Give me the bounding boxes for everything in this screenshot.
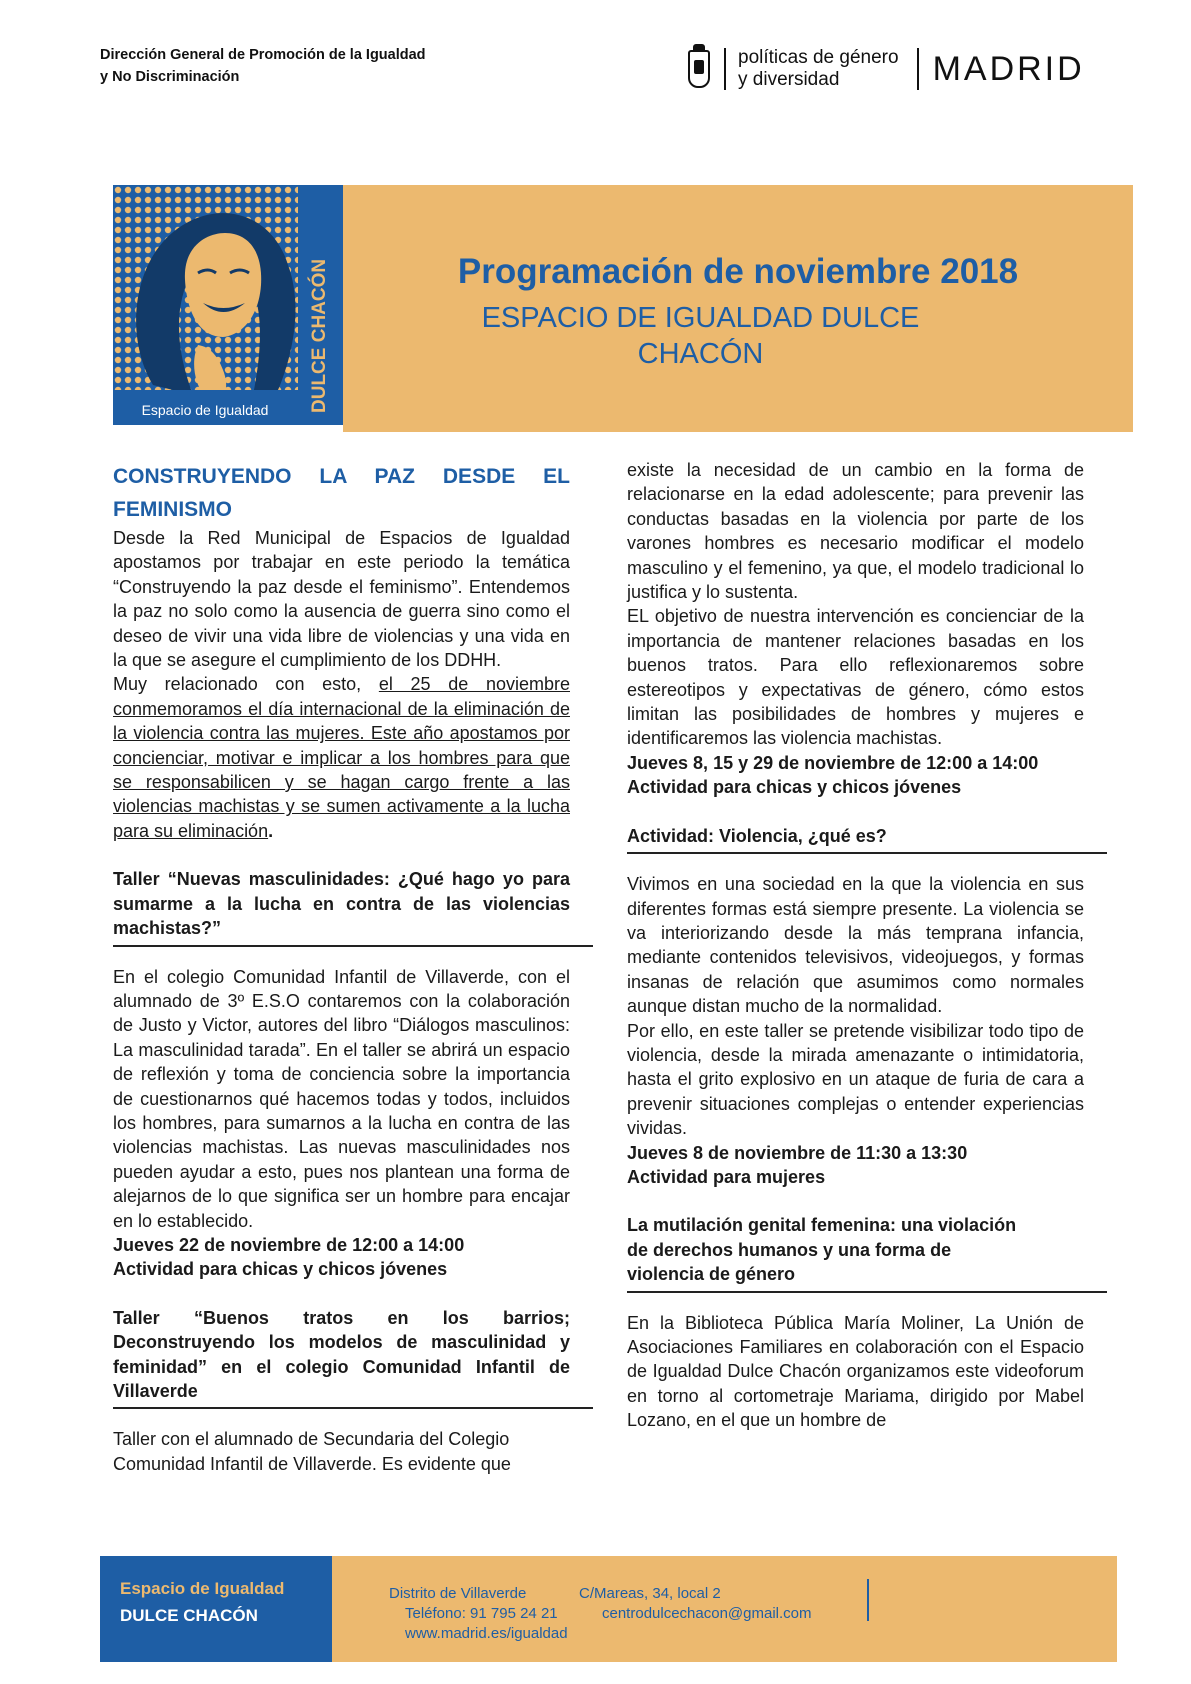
taller-1-audience: Actividad para chicas y chicos jóvenes (113, 1259, 448, 1280)
anniversary-underlined: el 25 de noviembre conmemoramos el día internacional de la eliminación de la violencia contra las mujeres. Este año apostamos por concienciar, motivar e implicar a los hombres para que se responsabilicen y se hagan cargo frente a las violencias machistas y se sumen activamente a la lucha para su eliminación (113, 674, 570, 841)
logo-divider (724, 48, 726, 90)
section-divider (113, 1407, 593, 1409)
organization-line-1: Dirección General de Promoción de la Igualdad (100, 47, 426, 63)
activity-1-date: Jueves 8, 15 y 29 de noviembre de 12:00 a 14:00 (627, 752, 1039, 773)
taller-2-body: Taller con el alumnado de Secundaria del Colegio Comunidad Infantil de Villaverde. Es evidente que (113, 1429, 511, 1474)
subtitle-line-1: ESPACIO DE IGUALDAD DULCE (481, 302, 920, 334)
logo-department (738, 47, 899, 91)
anniversary-end: . (268, 820, 274, 841)
taller-1-title: Taller “Nuevas masculinidades: ¿Qué hago yo para sumarme a la lucha en contra de las violencias machistas?” (113, 869, 570, 939)
madrid-logo (688, 46, 1085, 92)
section-heading-line-2: FEMINISMO (113, 498, 232, 521)
footer-name-line-2: DULCE CHACÓN (120, 1606, 258, 1625)
objective-paragraph: EL objetivo de nuestra intervención es concienciar de la importancia de mantener relaciones basadas en los buenos tratos. Para ello reflexionaremos sobre estereotipos y expectativas de género, cómo estos limitan las posibilidades de hombres y mujeres e identificaremos las violencia machistas. (627, 606, 1084, 749)
section-divider (627, 852, 1107, 854)
activity-3-title (627, 1213, 1084, 1286)
page-subtitle (343, 300, 1058, 372)
footer-district: Distrito de Villaverde (389, 1585, 527, 1602)
taller-2-title: Taller “Buenos tratos en los barrios; Deconstruyendo los modelos de masculinidad y feminidad” en el colegio Comunidad Infantil de Villaverde (113, 1307, 570, 1401)
footer-website-link[interactable]: www.madrid.es/igualdad (405, 1625, 568, 1642)
anniversary-paragraph (113, 672, 570, 843)
poster-caption: Espacio de Igualdad (141, 402, 269, 418)
footer-address: C/Mareas, 34, local 2 (579, 1585, 721, 1602)
activity-2-date: Jueves 8 de noviembre de 11:30 a 13:30 (627, 1142, 968, 1163)
intro-paragraph: Desde la Red Municipal de Espacios de Igualdad apostamos por trabajar en este periodo la temática “Construyendo la paz desde el feminismo”. Entendemos la paz no solo como la ausencia de guerra sino como el deseo de vivir una vida libre de violencias y una vida en la que se asegure el cumplimiento de los DDHH. (113, 528, 570, 671)
activity-3-title-line-3: violencia de género (627, 1264, 796, 1285)
subtitle-line-2: CHACÓN (637, 338, 764, 370)
logo-divider (917, 48, 919, 90)
activity-3-title-line-1: La mutilación genital femenina: una violación (627, 1215, 1017, 1236)
banner-poster (113, 185, 343, 425)
footer-name-line-1: Espacio de Igualdad (120, 1579, 285, 1598)
footer-phone: Teléfono: 91 795 24 21 (405, 1605, 558, 1622)
section-divider (113, 945, 593, 947)
activity-3-title-line-2: de derechos humanos y una forma de (627, 1239, 952, 1260)
activity-2-paragraph-1: Vivimos en una sociedad en la que la violencia en sus diferentes formas está siempre presente. La violencia se va interiorizando desde la más temprana infancia, mediante contenidos televisivos, videojuegos, y formas insanas de relación que asumimos como normales aunque distan mucho de la normalidad. (627, 874, 1084, 1017)
section-divider (627, 1291, 1107, 1293)
left-column (113, 460, 570, 1476)
taller-1-date: Jueves 22 de noviembre de 12:00 a 14:00 (113, 1234, 465, 1255)
footer-email[interactable]: centrodulcechacon@gmail.com (602, 1605, 812, 1622)
activity-3-body: En la Biblioteca Pública María Moliner, La Unión de Asociaciones Familiares en colaboración con el Espacio de Igualdad Dulce Chacón organizamos este videoforum en torno al cortometraje Mariama, dirigido por Mabel Lozano, en el que un hombre de (627, 1312, 1084, 1431)
activity-2-paragraph-2: Por ello, en este taller se pretende visibilizar todo tipo de violencia, desde la mirada amenazante o intimidatoria, hasta el grito explosivo en un ataque de furia de cara a prevenir situaciones complejas o entender experiencias vividas. (627, 1020, 1084, 1139)
activity-2-audience: Actividad para mujeres (627, 1166, 826, 1187)
portrait-illustration-icon (113, 185, 343, 425)
madrid-crest-icon (688, 50, 710, 88)
activity-1-audience: Actividad para chicas y chicos jóvenes (627, 777, 962, 798)
right-column (627, 458, 1084, 1433)
section-heading (113, 460, 570, 526)
page-title: Programación de noviembre 2018 (457, 252, 1019, 291)
organization-line-2: y No Discriminación (100, 69, 240, 85)
anniversary-intro: Muy relacionado con esto, (113, 674, 379, 695)
section-heading-line-1: CONSTRUYENDO LA PAZ DESDE EL (113, 465, 570, 488)
logo-city: MADRID (932, 50, 1085, 88)
taller-1-body: En el colegio Comunidad Infantil de Villaverde, con el alumnado de 3º E.S.O contaremos con la colaboración de Justo y Victor, autores del libro “Diálogos masculinos: La masculinidad tarada”. En el taller se abrirá un espacio de reflexión y toma de conciencia sobre la importancia de cuestionarnos qué hacemos todas y todos, incluidos los hombres, para sumarnos a la lucha en contra de las violencias machistas. Las nuevas masculinidades nos pueden ayudar a esto, pues nos plantean una forma de alejarnos de lo que significa ser un hombre para encajar en lo establecido. (113, 966, 570, 1231)
footer-divider (867, 1579, 869, 1621)
logo-line-2: y diversidad (738, 69, 840, 90)
logo-line-1: políticas de género (738, 47, 899, 68)
poster-name: DULCE CHACÓN (309, 258, 330, 413)
continued-paragraph: existe la necesidad de un cambio en la forma de relacionarse en la edad adolescente; para prevenir las conductas basadas en la violencia por parte de los varones hombres es necesario modificar el modelo masculino y el femenino, ya que, el modelo tradicional lo justifica y lo sustenta. (627, 460, 1084, 603)
activity-2-title: Actividad: Violencia, ¿qué es? (627, 825, 887, 846)
organization-name (100, 44, 426, 88)
